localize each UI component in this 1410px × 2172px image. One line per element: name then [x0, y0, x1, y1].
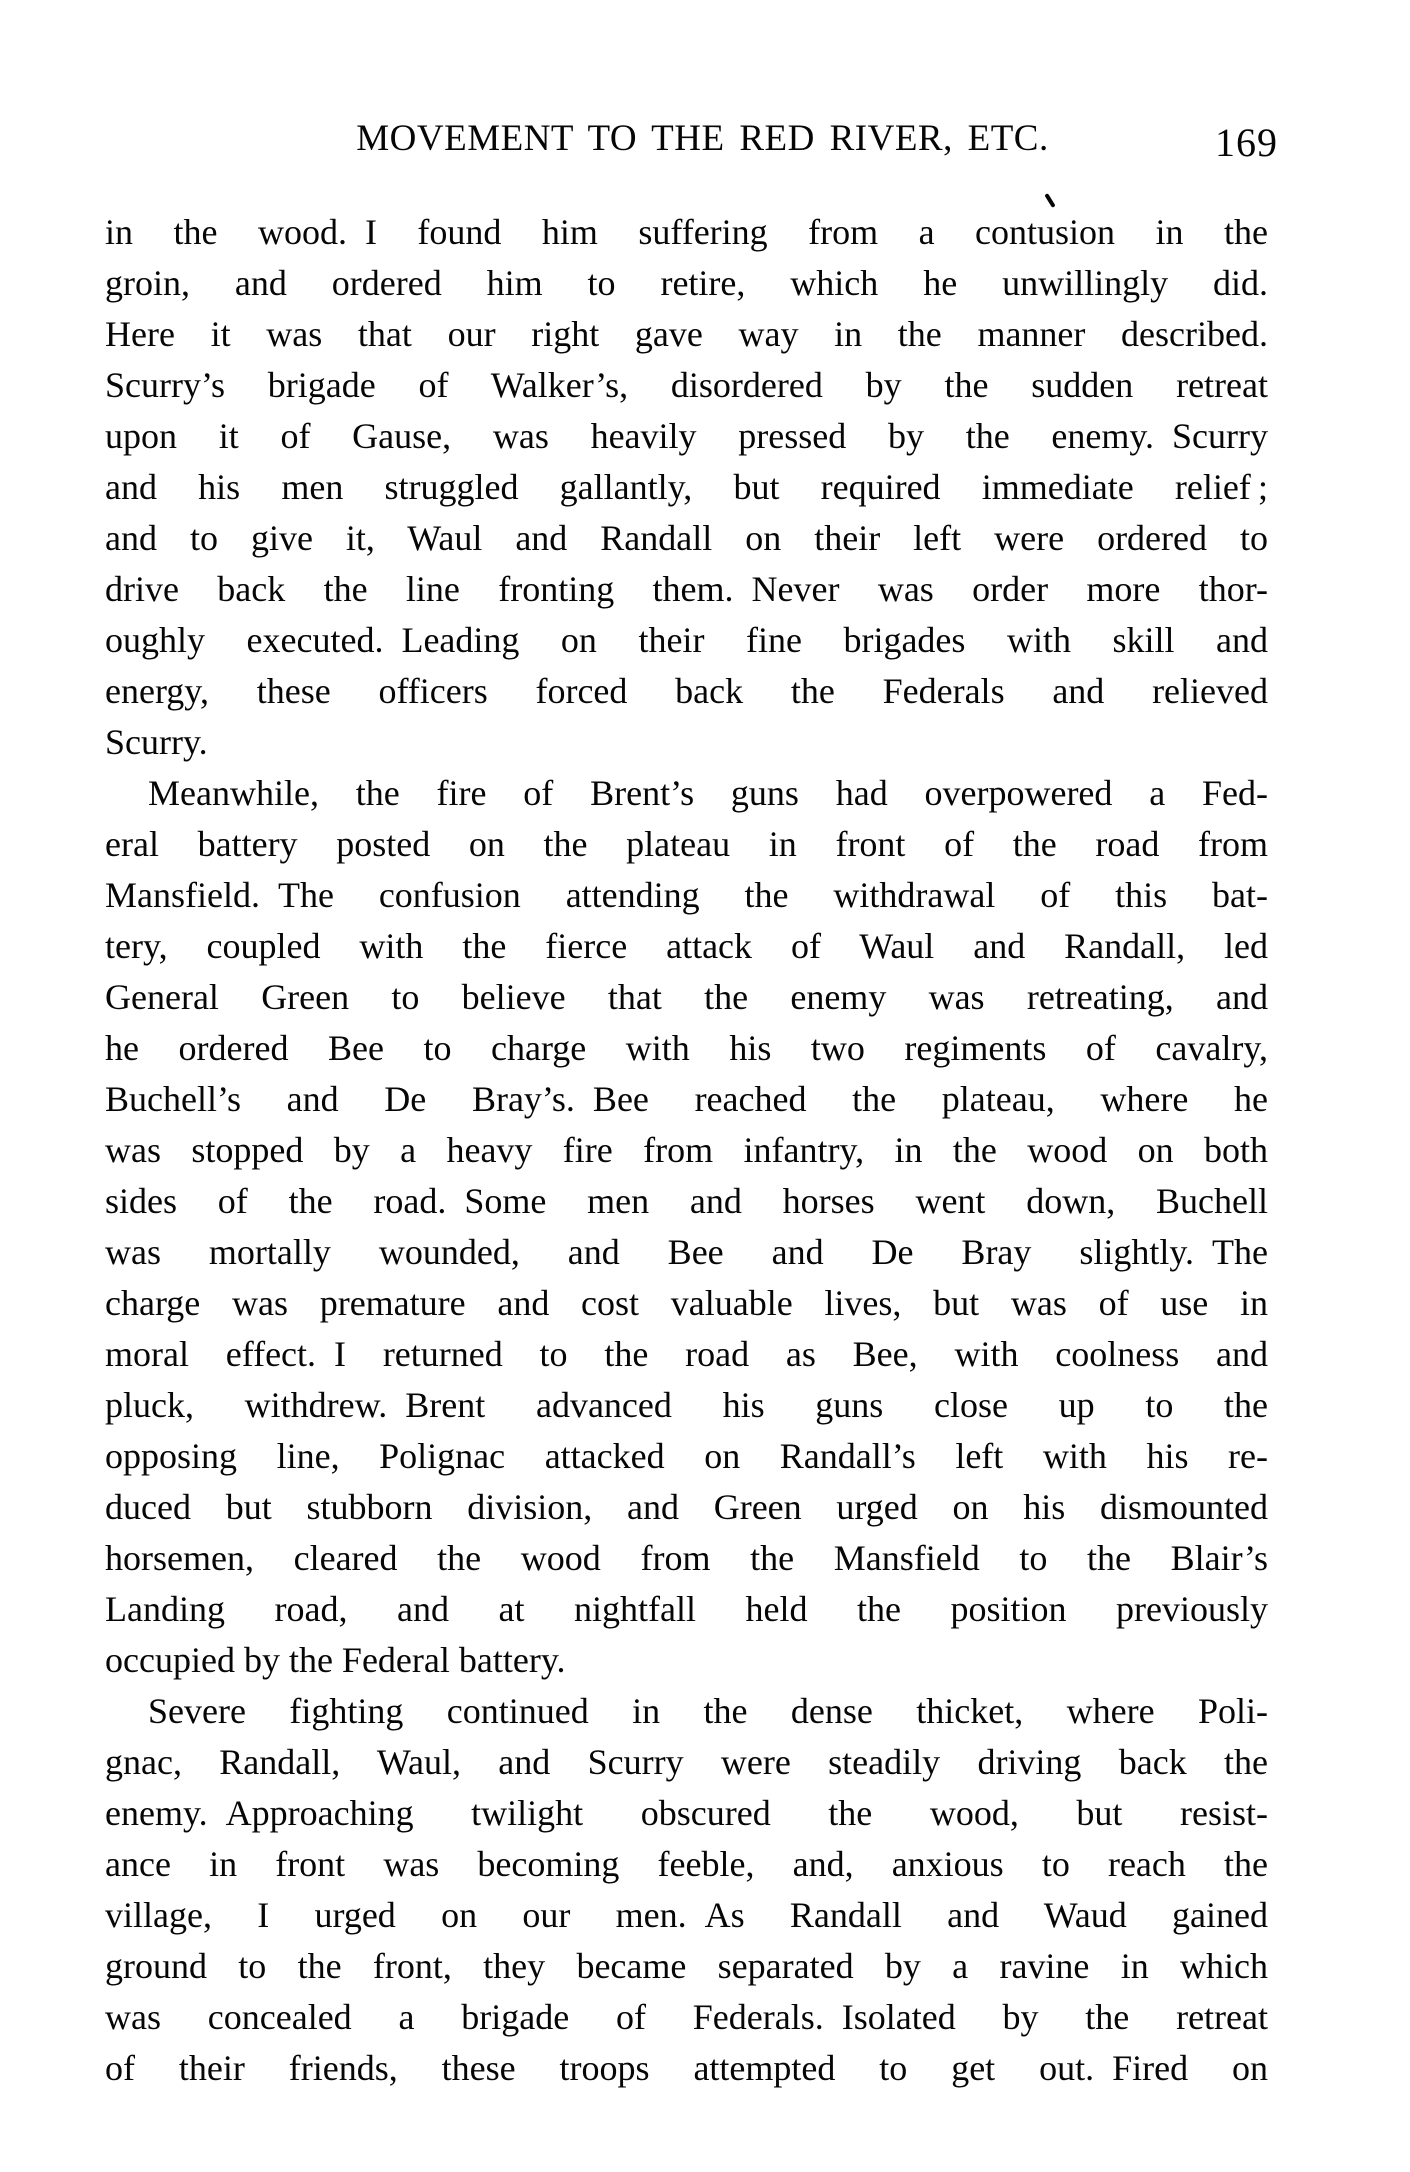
scan-speck — [1044, 193, 1055, 208]
text-line: Buchell’s and De Bray’s. Bee reached the plateau, where he — [105, 1079, 1268, 1119]
text-line: General Green to believe that the enemy was retreating, and — [105, 977, 1268, 1017]
text-line: was concealed a brigade of Federals. Isolated by the retreat — [105, 1997, 1268, 2037]
text-block — [105, 207, 1268, 2094]
text-line: duced but stubborn division, and Green urged on his dismounted — [105, 1487, 1268, 1527]
text-line: and to give it, Waul and Randall on their left were ordered to — [105, 518, 1268, 558]
text-line: tery, coupled with the fierce attack of Waul and Randall, led — [105, 926, 1268, 966]
text-line: eral battery posted on the plateau in front of the road from — [105, 824, 1268, 864]
text-line: in the wood. I found him suffering from a contusion in the — [105, 212, 1268, 252]
text-line: oughly executed. Leading on their fine brigades with skill and — [105, 620, 1268, 660]
text-line: opposing line, Polignac attacked on Randall’s left with his re- — [105, 1436, 1268, 1476]
text-line: he ordered Bee to charge with his two regiments of cavalry, — [105, 1028, 1268, 1068]
text-line: ance in front was becoming feeble, and, anxious to reach the — [105, 1844, 1268, 1884]
text-line: energy, these officers forced back the Federals and relieved — [105, 671, 1268, 711]
text-line: Scurry. — [105, 722, 208, 762]
text-line: ground to the front, they became separated by a ravine in which — [105, 1946, 1268, 1986]
text-line: moral effect. I returned to the road as Bee, with coolness and — [105, 1334, 1268, 1374]
text-line: drive back the line fronting them. Never was order more thor- — [105, 569, 1268, 609]
text-line: was stopped by a heavy fire from infantry, in the wood on both — [105, 1130, 1268, 1170]
text-line: Severe fighting continued in the dense thicket, where Poli- — [148, 1691, 1268, 1731]
text-line: horsemen, cleared the wood from the Mansfield to the Blair’s — [105, 1538, 1268, 1578]
text-line: charge was premature and cost valuable lives, but was of use in — [105, 1283, 1268, 1323]
running-title: MOVEMENT TO THE RED RIVER, ETC. — [356, 118, 1049, 159]
text-line: Meanwhile, the fire of Brent’s guns had overpowered a Fed- — [148, 773, 1268, 813]
text-line: Scurry’s brigade of Walker’s, disordered by the sudden retreat — [105, 365, 1268, 405]
text-line: Landing road, and at nightfall held the position previously — [105, 1589, 1268, 1629]
text-line: enemy. Approaching twilight obscured the wood, but resist- — [105, 1793, 1268, 1833]
text-line: of their friends, these troops attempted to get out. Fired on — [105, 2048, 1268, 2088]
text-line: pluck, withdrew. Brent advanced his guns close up to the — [105, 1385, 1268, 1425]
text-line: village, I urged on our men. As Randall and Waud gained — [105, 1895, 1268, 1935]
text-line: groin, and ordered him to retire, which he unwillingly did. — [105, 263, 1268, 303]
text-line: was mortally wounded, and Bee and De Bray slightly. The — [105, 1232, 1268, 1272]
text-line: gnac, Randall, Waul, and Scurry were steadily driving back the — [105, 1742, 1268, 1782]
text-line: Mansfield. The confusion attending the withdrawal of this bat- — [105, 875, 1268, 915]
text-line: occupied by the Federal battery. — [105, 1640, 566, 1680]
text-line: Here it was that our right gave way in the manner described. — [105, 314, 1268, 354]
page-number: 169 — [1215, 120, 1278, 165]
text-line: upon it of Gause, was heavily pressed by the enemy. Scurry — [105, 416, 1268, 456]
text-line: sides of the road. Some men and horses went down, Buchell — [105, 1181, 1268, 1221]
text-line: and his men struggled gallantly, but required immediate relief ; — [105, 467, 1268, 507]
